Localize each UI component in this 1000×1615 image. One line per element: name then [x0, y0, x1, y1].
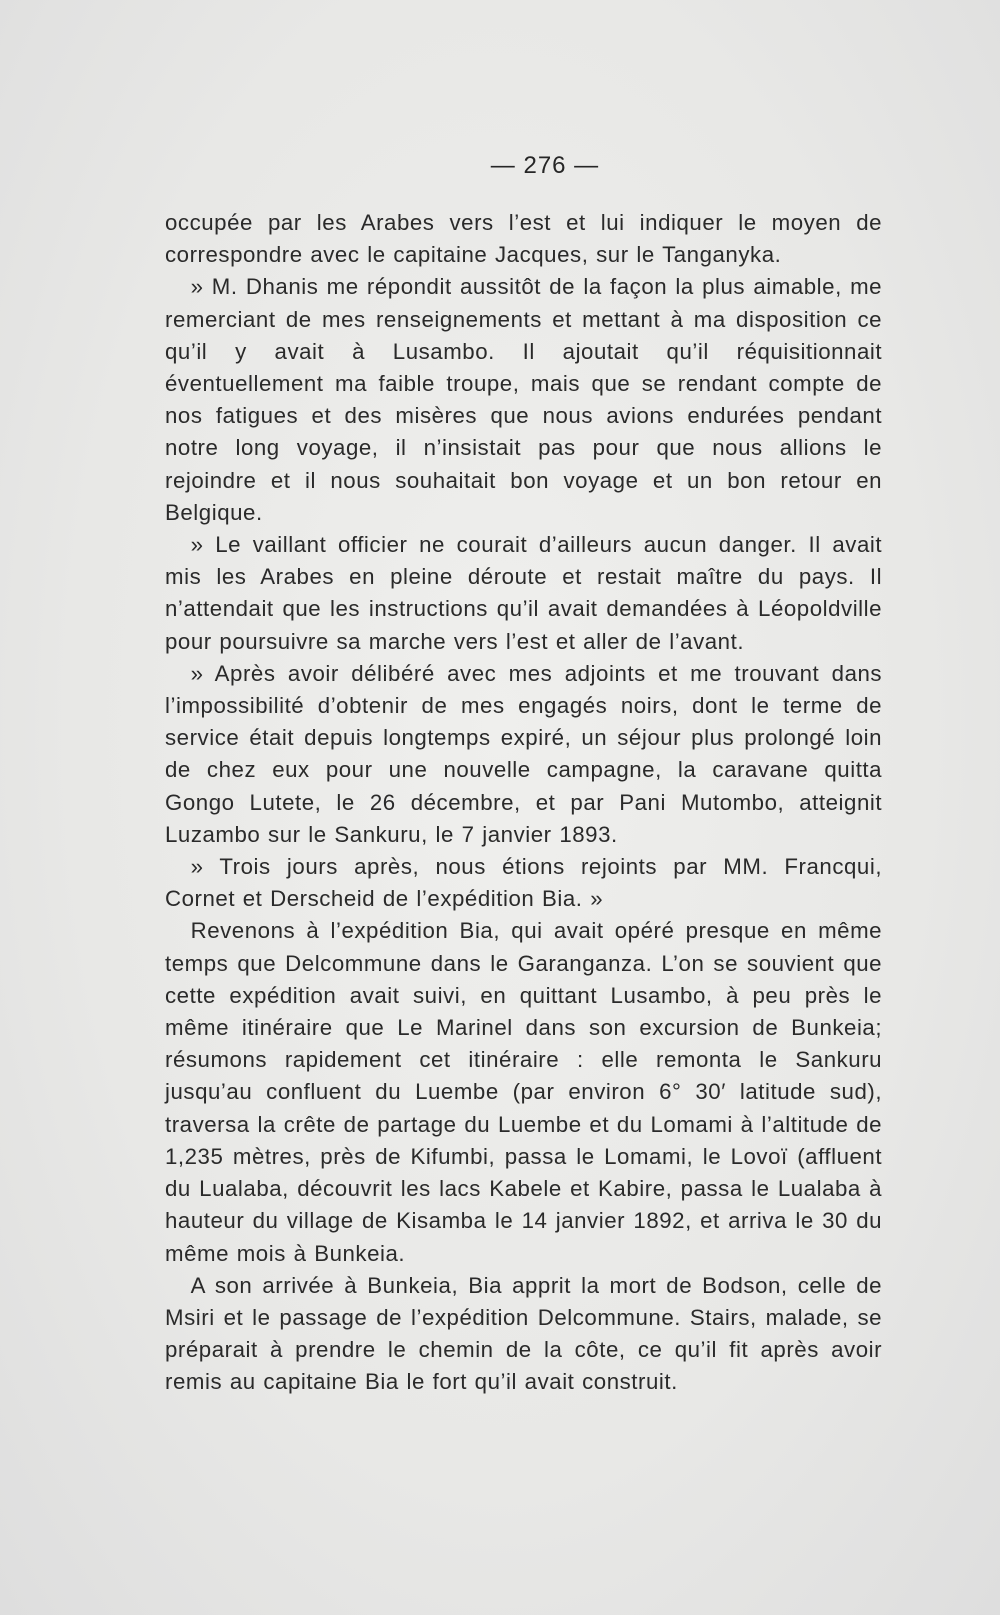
body-text [165, 207, 882, 1399]
paragraph-4: » Après avoir délibéré avec mes adjoints et me trouvant dans l’impossibilité d’obtenir de mes engagés noirs, dont le terme de service était depuis longtemps expiré, un séjour plus prolongé loin de chez eux pour une nouvelle campagne, la caravane quitta Gongo Lutete, le 26 décembre, et par Pani Mutombo, atteignit Luzambo sur le Sankuru, le 7 janvier 1893. [165, 660, 883, 847]
paragraph-1: occupée par les Arabes vers l’est et lui indiquer le moyen de correspondre avec le capitaine Jacques, sur le Tanganyka. [165, 210, 883, 268]
paragraph-2: » M. Dhanis me répondit aussitôt de la façon la plus aimable, me remerciant de mes renseignements et mettant à ma disposition ce qu’il y avait à Lusambo. Il ajoutait qu’il réquisitionnait éventuellement ma faible troupe, mais que se rendant compte de nos fatigues et des misères que nous avions endurées pendant notre long voyage, il n’insistait pas pour que nous allions le rejoindre et il nous souhaitait bon voyage et un bon retour en Belgique. [165, 274, 883, 525]
paragraph-3: » Le vaillant officier ne courait d’ailleurs aucun danger. Il avait mis les Arabes en pleine déroute et restait maître du pays. Il n’attendait que les instructions qu’il avait demandées à Léopoldville pour poursuivre sa marche vers l’est et aller de l’avant. [165, 532, 883, 654]
paragraph-5: » Trois jours après, nous étions rejoints par MM. Francqui, Cornet et Derscheid de l’expédition Bia. » [165, 854, 883, 912]
paragraph-7: A son arrivée à Bunkeia, Bia apprit la mort de Bodson, celle de Msiri et le passage de l’expédition Delcommune. Stairs, malade, se préparait à prendre le chemin de la côte, ce qu’il fit après avoir remis au capitaine Bia le fort qu’il avait construit. [165, 1272, 883, 1395]
page-number: — 276 — [490, 152, 600, 179]
paragraph-6: Revenons à l’expédition Bia, qui avait opéré presque en même temps que Delcommune dans le Garanganza. L’on se souvient que cette expédition avait suivi, en quittant Lusambo, à peu près le même itinéraire que Le Marinel dans son excursion de Bunkeia; résumons rapidement cet itinéraire : elle remonta le Sankuru jusqu’au confluent du Luembe (par environ 6° 30′ latitude sud), traversa la crête de partage du Luembe et du Lomami à l’altitude de 1,235 mètres, près de Kifumbi, passa le Lomami, le Lovoï (affluent du Lualaba, découvrit les lacs Kabele et Kabire, passa le Lualaba à hauteur du village de Kisamba le 14 janvier 1892, et arriva le 30 du même mois à Bunkeia. [165, 918, 883, 1266]
